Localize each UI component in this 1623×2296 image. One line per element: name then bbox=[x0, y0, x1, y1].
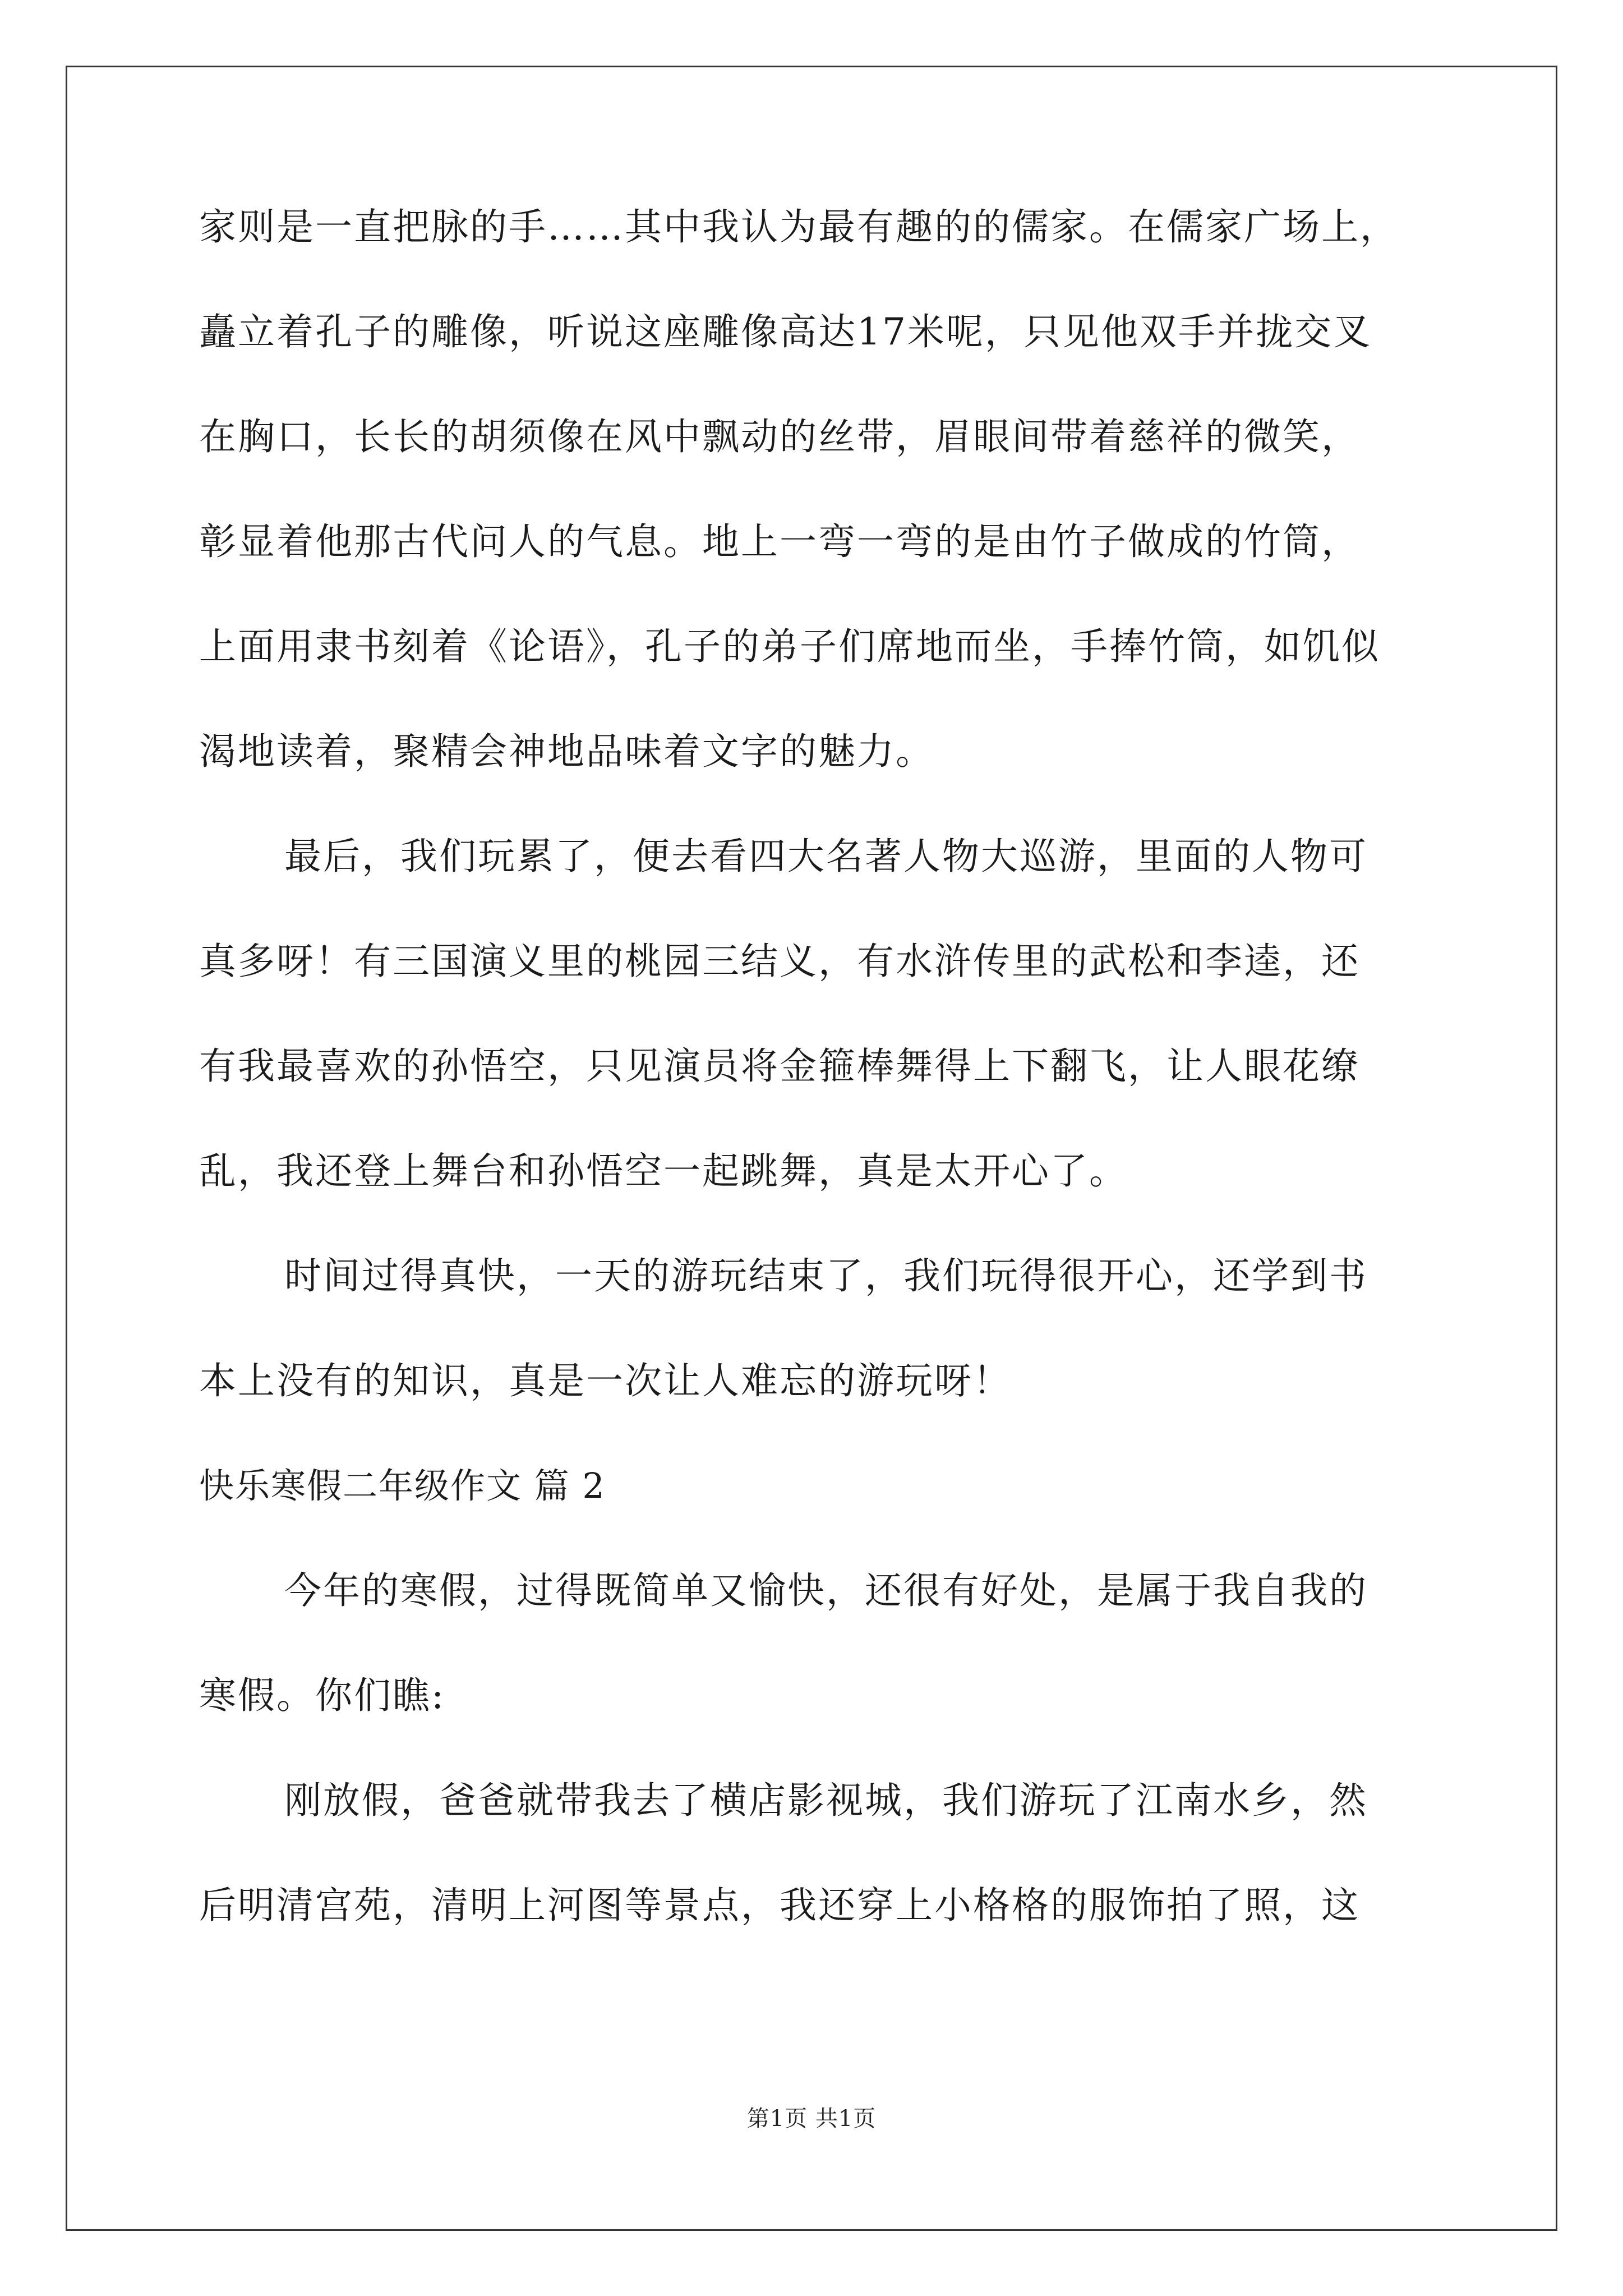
text-line: 本上没有的知识，真是一次让人难忘的游玩呀！ bbox=[199, 1359, 1012, 1402]
text-line: 上面用隶书刻着《论语》，孔子的弟子们席地而坐，手捧竹筒，如饥似 bbox=[199, 625, 1380, 668]
section-heading: 快乐寒假二年级作文 篇 2 bbox=[199, 1465, 606, 1506]
paragraph-start-line: 最后，我们玩累了，便去看四大名著人物大巡游，里面的人物可 bbox=[284, 835, 1368, 878]
text-line: 矗立着孔子的雕像，听说这座雕像高达17米呢，只见他双手并拢交叉 bbox=[199, 310, 1372, 353]
text-line: 后明清宫苑，清明上河图等景点，我还穿上小格格的服饰拍了照，这 bbox=[199, 1884, 1360, 1927]
text-line: 寒假。你们瞧: bbox=[199, 1674, 446, 1717]
text-line: 有我最喜欢的孙悟空，只见演员将金箍棒舞得上下翻飞，让人眼花缭 bbox=[199, 1045, 1360, 1088]
text-line: 渴地读着，聚精会神地品味着文字的魅力。 bbox=[199, 730, 934, 773]
text-line: 家则是一直把脉的手……其中我认为最有趣的的儒家。在儒家广场上， bbox=[199, 205, 1399, 249]
text-line: 彰显着他那古代问人的气息。地上一弯一弯的是由竹子做成的竹筒， bbox=[199, 520, 1360, 563]
text-line: 在胸口，长长的胡须像在风中飘动的丝带，眉眼间带着慈祥的微笑， bbox=[199, 415, 1360, 458]
text-line: 真多呀！有三国演义里的桃园三结义，有水浒传里的武松和李逵，还 bbox=[199, 940, 1360, 983]
page-footer: 第1页 共1页 bbox=[746, 2106, 877, 2132]
document-body bbox=[199, 202, 1422, 1931]
paragraph-start-line: 今年的寒假，过得既简单又愉快，还很有好处，是属于我自我的 bbox=[284, 1569, 1368, 1612]
paragraph-start-line: 时间过得真快，一天的游玩结束了，我们玩得很开心，还学到书 bbox=[284, 1254, 1368, 1297]
paragraph-start-line: 刚放假，爸爸就带我去了横店影视城，我们游玩了江南水乡，然 bbox=[284, 1779, 1368, 1822]
text-line: 乱，我还登上舞台和孙悟空一起跳舞，真是太开心了。 bbox=[199, 1149, 1128, 1193]
